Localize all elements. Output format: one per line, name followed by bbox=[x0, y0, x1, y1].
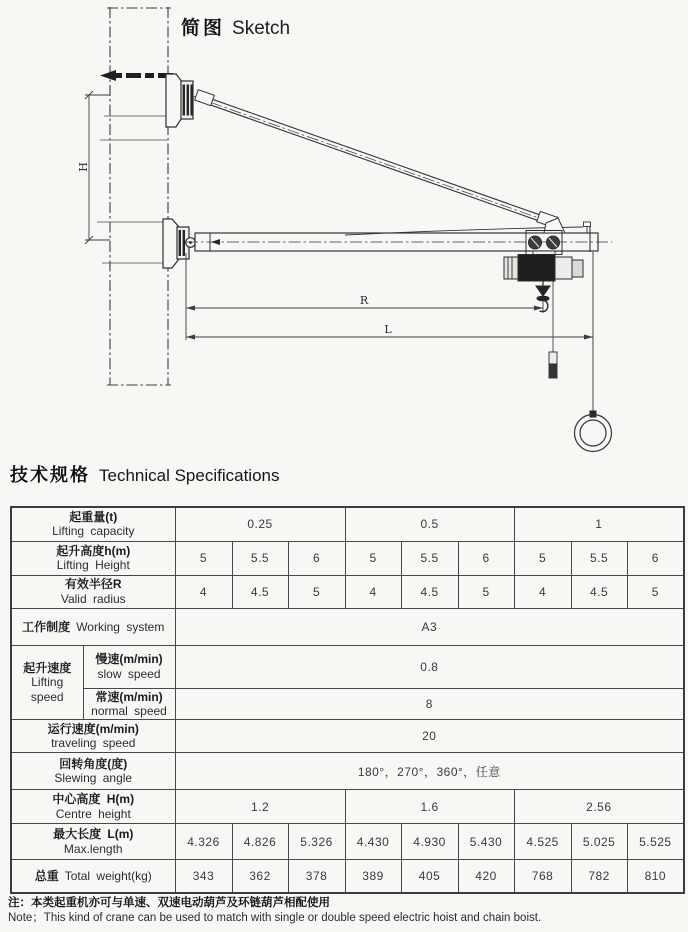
value-cell: 1 bbox=[514, 507, 684, 541]
row-label-zh: 总重 bbox=[34, 869, 59, 884]
value-cell: 6 bbox=[627, 541, 684, 575]
row-sublabel-cell bbox=[83, 688, 175, 720]
footnote-zh: 注：本类起重机亦可与单速、双速电动葫芦及环链葫芦相配使用 bbox=[8, 897, 330, 909]
table-row bbox=[11, 608, 684, 645]
value-cell: 1.6 bbox=[345, 790, 514, 824]
row-label-cell bbox=[11, 860, 175, 893]
row-group-label-cell bbox=[11, 645, 83, 720]
value-cell: 5 bbox=[288, 575, 345, 608]
table-row bbox=[11, 824, 684, 860]
value-cell: 4 bbox=[514, 575, 571, 608]
value-cell: 0.8 bbox=[175, 645, 684, 688]
value-cell: 5 bbox=[175, 541, 232, 575]
value-cell: 768 bbox=[514, 860, 571, 893]
value-cell: 4.930 bbox=[401, 824, 458, 860]
value-cell: 1.2 bbox=[175, 790, 345, 824]
row-label-zh: 起重量(t) bbox=[69, 509, 118, 524]
row-label-zh: 中心高度 H(m) bbox=[52, 792, 135, 807]
table-row bbox=[11, 507, 684, 541]
table-row bbox=[11, 790, 684, 824]
row-label-zh: 回转角度(度) bbox=[59, 756, 128, 771]
row-label-en: normal speed bbox=[91, 703, 167, 718]
row-label-zh: 最大长度 L(m) bbox=[53, 827, 134, 842]
table-row bbox=[11, 688, 684, 720]
value-cell: 8 bbox=[175, 688, 684, 720]
row-label-cell bbox=[11, 507, 175, 541]
row-label-en: Total weight(kg) bbox=[64, 869, 152, 884]
table-row bbox=[11, 860, 684, 893]
row-label-cell bbox=[11, 608, 175, 645]
value-cell: 180°，270°，360°，任意 bbox=[175, 753, 684, 790]
section-title-en: Technical Specifications bbox=[99, 466, 280, 485]
row-label-en: traveling speed bbox=[51, 736, 136, 751]
value-cell: 782 bbox=[571, 860, 627, 893]
value-cell: 5.025 bbox=[571, 824, 627, 860]
value-cell: 4.5 bbox=[571, 575, 627, 608]
lower-bracket bbox=[163, 219, 195, 268]
value-cell: 5.5 bbox=[401, 541, 458, 575]
row-label-en: Lifting capacity bbox=[52, 524, 135, 539]
section-title bbox=[10, 466, 279, 484]
value-cell: 5.5 bbox=[571, 541, 627, 575]
row-label-en: Max.length bbox=[63, 841, 123, 856]
row-label-en: Centre height bbox=[55, 806, 131, 821]
value-cell: 5 bbox=[514, 541, 571, 575]
value-cell: 6 bbox=[288, 541, 345, 575]
tie-rod bbox=[191, 90, 560, 228]
section-title-zh: 技术规格 bbox=[10, 465, 90, 485]
value-cell: 2.56 bbox=[514, 790, 684, 824]
value-cell: 4.326 bbox=[175, 824, 232, 860]
value-cell: 389 bbox=[345, 860, 401, 893]
value-cell: 420 bbox=[458, 860, 514, 893]
anchor-arrow-icon bbox=[100, 70, 173, 81]
row-label-cell bbox=[11, 790, 175, 824]
value-cell: 4 bbox=[175, 575, 232, 608]
row-label-zh: 慢速(m/min) bbox=[95, 652, 163, 667]
h-dimension-label: H bbox=[77, 162, 90, 172]
row-label-zh: 起升速度 bbox=[23, 660, 72, 675]
value-cell: 5.430 bbox=[458, 824, 514, 860]
row-label-cell bbox=[11, 720, 175, 753]
row-label-zh: 有效半径R bbox=[64, 577, 122, 592]
value-cell: 4.826 bbox=[232, 824, 288, 860]
row-label-en: Valid radius bbox=[60, 591, 126, 606]
row-label-en: Working system bbox=[76, 619, 165, 634]
row-label-cell bbox=[11, 575, 175, 608]
table-row bbox=[11, 645, 684, 688]
value-cell: 5 bbox=[458, 575, 514, 608]
value-cell: 5 bbox=[627, 575, 684, 608]
value-cell: 378 bbox=[288, 860, 345, 893]
table-row bbox=[11, 753, 684, 790]
electric-hoist bbox=[504, 255, 583, 282]
row-label-en: Lifting speed bbox=[30, 675, 64, 704]
row-sublabel-cell bbox=[83, 645, 175, 688]
row-label-cell bbox=[11, 753, 175, 790]
value-cell: A3 bbox=[175, 608, 684, 645]
anchor-lines bbox=[97, 116, 167, 263]
spec-table-body bbox=[11, 507, 684, 893]
value-cell: 810 bbox=[627, 860, 684, 893]
value-cell: 4.430 bbox=[345, 824, 401, 860]
value-cell: 20 bbox=[175, 720, 684, 753]
value-cell: 4.525 bbox=[514, 824, 571, 860]
footnote-en: Note；This kind of crane can be used to match with single or double speed electric hoist and chain boist. bbox=[8, 911, 542, 924]
row-label-zh: 起升高度h(m) bbox=[56, 543, 131, 558]
value-cell: 405 bbox=[401, 860, 458, 893]
wall-column bbox=[107, 7, 171, 385]
l-dimension-label: L bbox=[384, 323, 392, 336]
rope-ring bbox=[575, 252, 612, 452]
row-label-zh: 运行速度(m/min) bbox=[47, 721, 139, 736]
row-label-en: slow speed bbox=[97, 666, 161, 681]
value-cell: 4 bbox=[345, 575, 401, 608]
value-cell: 362 bbox=[232, 860, 288, 893]
footnote bbox=[8, 896, 541, 926]
crane-sketch-drawing bbox=[0, 0, 688, 460]
pendant-control bbox=[549, 281, 557, 378]
table-row bbox=[11, 541, 684, 575]
value-cell: 5 bbox=[345, 541, 401, 575]
value-cell: 343 bbox=[175, 860, 232, 893]
value-cell: 5.326 bbox=[288, 824, 345, 860]
row-label-cell bbox=[11, 824, 175, 860]
row-label-zh: 工作制度 bbox=[22, 619, 71, 634]
value-cell: 6 bbox=[458, 541, 514, 575]
value-cell: 5.5 bbox=[232, 541, 288, 575]
r-dimension-label: R bbox=[359, 294, 369, 307]
value-cell: 4.5 bbox=[401, 575, 458, 608]
sketch-title-zh: 简图 bbox=[181, 18, 226, 39]
table-row bbox=[11, 720, 684, 753]
value-cell: 4.5 bbox=[232, 575, 288, 608]
row-label-cell bbox=[11, 541, 175, 575]
value-cell: 0.5 bbox=[345, 507, 514, 541]
row-label-zh: 常速(m/min) bbox=[95, 689, 163, 704]
upper-bracket bbox=[166, 74, 193, 127]
sketch-title bbox=[181, 19, 290, 38]
table-row bbox=[11, 575, 684, 608]
value-cell: 0.25 bbox=[175, 507, 345, 541]
sketch-title-en: Sketch bbox=[232, 18, 291, 39]
value-cell: 5.525 bbox=[627, 824, 684, 860]
row-label-en: Slewing angle bbox=[54, 771, 133, 786]
spec-table bbox=[10, 506, 685, 894]
row-label-en: Lifting Height bbox=[56, 558, 130, 572]
